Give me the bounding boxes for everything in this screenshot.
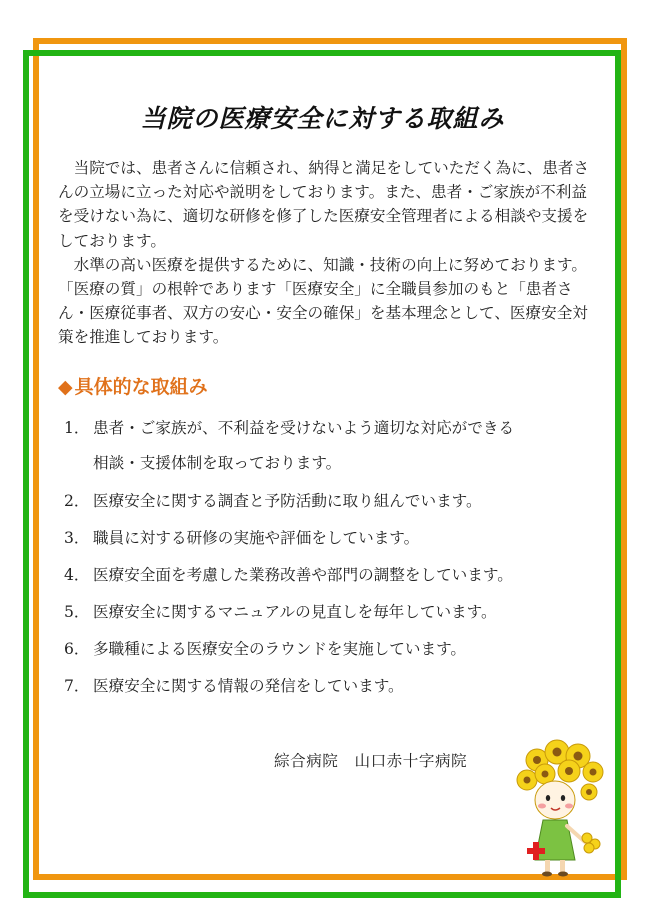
item-text-continued: 相談・支援体制を取っております。 xyxy=(93,454,342,472)
section-heading-label: 具体的な取組み xyxy=(74,376,208,398)
list-item xyxy=(64,563,604,600)
item-number: 6． xyxy=(64,640,90,658)
intro-paragraph-2: 水準の高い医療を提供するために、知識・技術の向上に努めております。「医療の質」の根幹であります「医療安全」に全職員参加のもと「患者さん・医療従事者、双方の安心・安全の確保」を基本理念として、医療安全対策を推進しております。 xyxy=(58,255,588,347)
section-heading xyxy=(58,372,208,399)
initiatives-list xyxy=(64,416,604,711)
page-title: 当院の医療安全に対する取組み xyxy=(140,104,505,133)
item-text: 多職種による医療安全のラウンドを実施しています。 xyxy=(93,640,467,658)
item-number: 2． xyxy=(64,492,90,510)
item-text: 医療安全に関する情報の発信をしています。 xyxy=(93,677,404,695)
diamond-icon: ◆ xyxy=(58,376,73,398)
list-item xyxy=(64,637,604,674)
item-text: 医療安全に関する調査と予防活動に取り組んでいます。 xyxy=(93,492,482,510)
item-number: 3． xyxy=(64,529,90,547)
item-text: 医療安全に関するマニュアルの見直しを毎年しています。 xyxy=(93,603,497,621)
list-item xyxy=(64,674,604,711)
list-item xyxy=(64,600,604,637)
item-text: 医療安全面を考慮した業務改善や部門の調整をしています。 xyxy=(93,566,513,584)
item-number: 4． xyxy=(64,566,90,584)
hospital-signature: 綜合病院 山口赤十字病院 xyxy=(274,752,468,770)
sunflower-mascot-icon xyxy=(515,738,607,878)
intro-text xyxy=(58,156,592,350)
list-item xyxy=(64,416,604,489)
item-text: 患者・ご家族が、不利益を受けないよう適切な対応ができる xyxy=(93,419,515,437)
list-item xyxy=(64,526,604,563)
item-number: 7． xyxy=(64,677,90,695)
list-item xyxy=(64,489,604,526)
intro-paragraph-1: 当院では、患者さんに信頼され、納得と満足をしていただく為に、患者さんの立場に立った対応や説明をしております。また、患者・ご家族が不利益を受けない為に、適切な研修を修了した医療安全管理者による相談や支援をしております。 xyxy=(58,159,590,250)
item-text: 職員に対する研修の実施や評価をしています。 xyxy=(93,529,420,547)
item-number: 5． xyxy=(64,603,90,621)
item-number: 1． xyxy=(64,419,90,437)
